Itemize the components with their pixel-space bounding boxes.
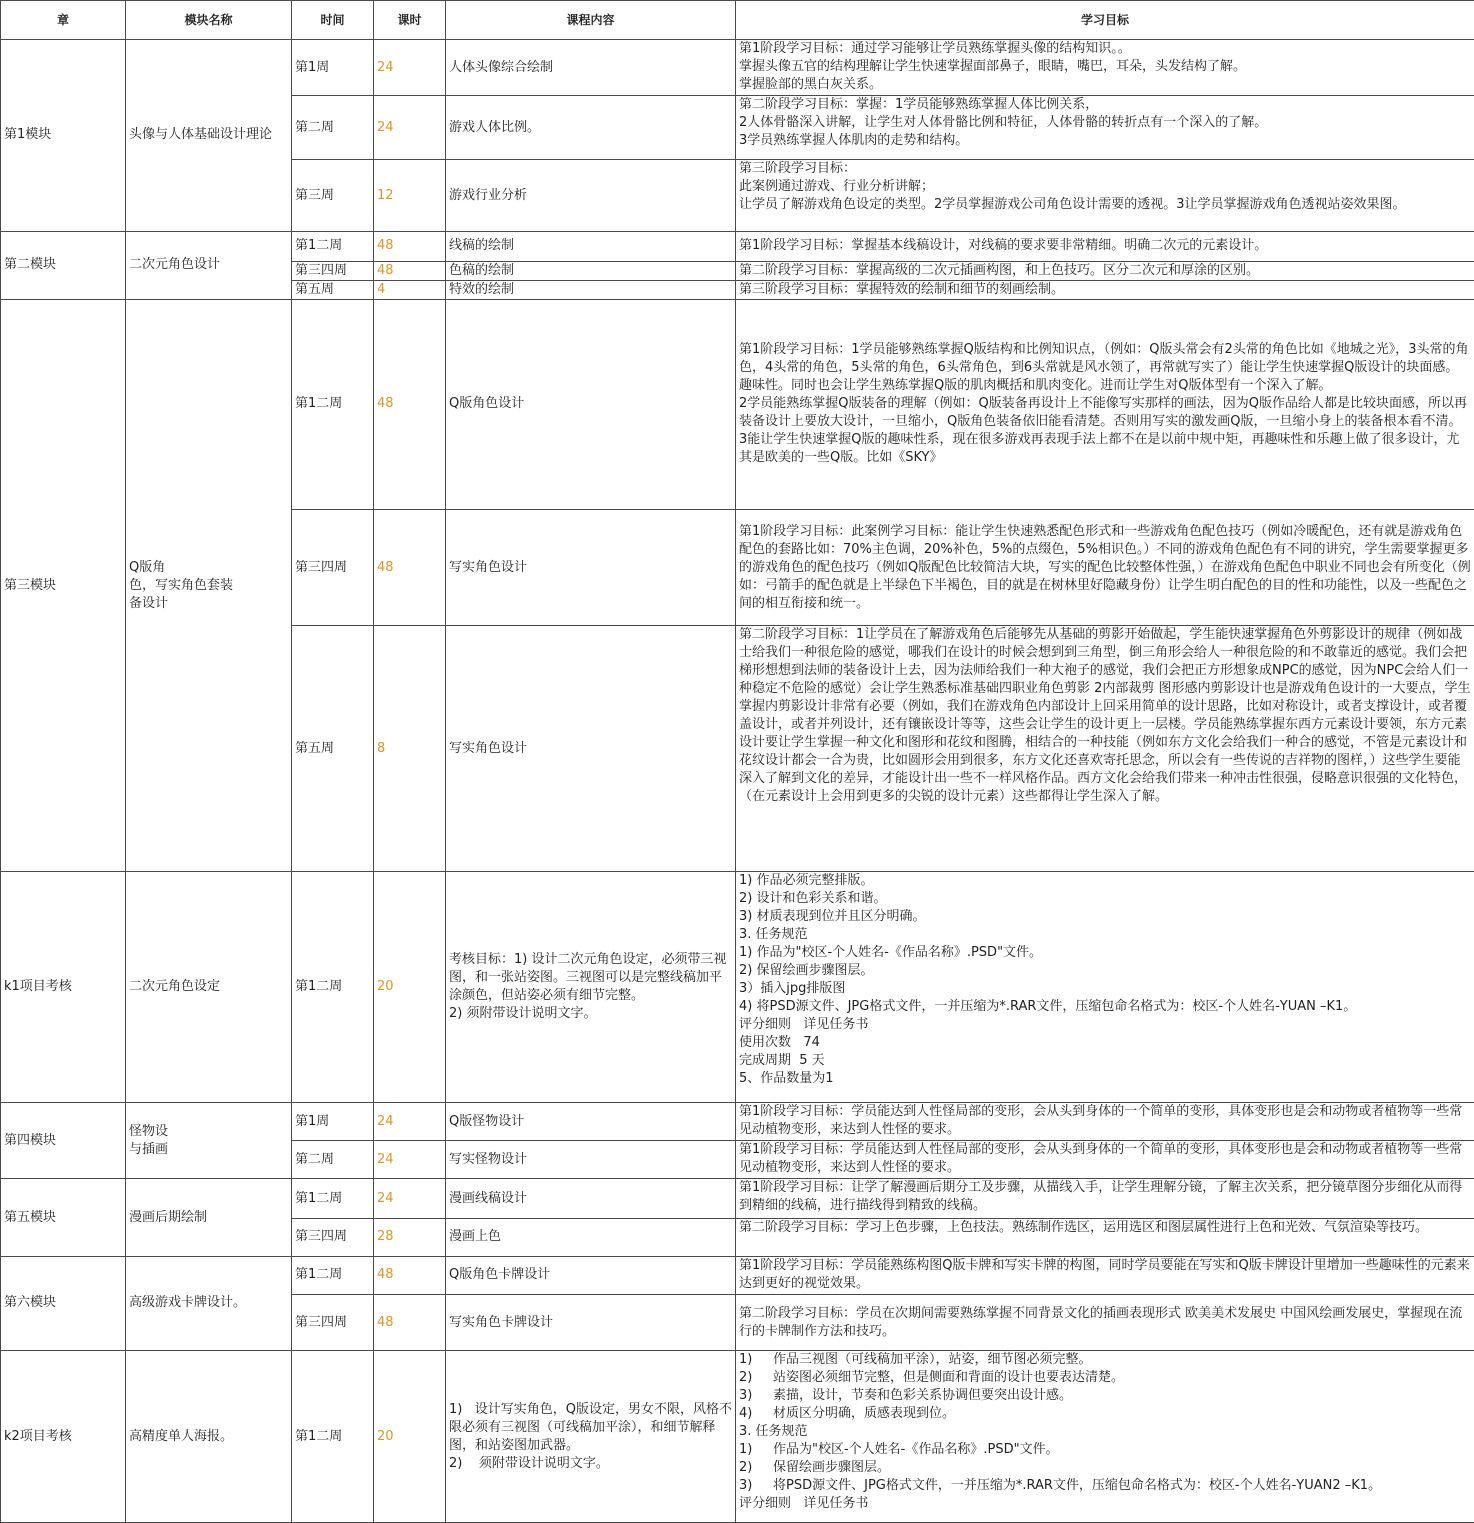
hours-cell: 12 xyxy=(374,160,446,231)
week-cell: 第五周 xyxy=(292,626,374,872)
hours-cell: 48 xyxy=(374,1294,446,1350)
week-cell: 第1二周 xyxy=(292,1256,374,1294)
header-chapter: 章 xyxy=(1,1,126,40)
learning-goal-cell: 第三阶段学习目标：掌握特效的绘制和细节的刻画绘制。 xyxy=(736,280,1474,299)
week-cell: 第1二周 xyxy=(292,1351,374,1523)
hours-cell: 28 xyxy=(374,1218,446,1256)
week-cell: 第1周 xyxy=(292,40,374,96)
module-name-cell: 怪物设 与插画 xyxy=(126,1103,292,1179)
learning-goal-cell: 第1阶段学习目标：掌握基本线稿设计，对线稿的要求要非常精细。明确二次元的元素设计。 xyxy=(736,231,1474,261)
table-row xyxy=(1,1351,1474,1523)
hours-cell: 24 xyxy=(374,1141,446,1179)
learning-goal-cell: 第二阶段学习目标：1让学员在了解游戏角色后能够先从基础的剪影开始做起，学生能快速掌握角色外剪影设计的规律（例如战士给我们一种很危险的感觉，哪我们在设计的时候会想到到三角型，倒三角形会给人一种很危险的和不敢靠近的感觉。我们会把梯形想想到法师的装备设计上去，因为法师给我们一种大袍子的感觉，我们会把正方形想象成NPC的感觉，因为NPC会给人们一种稳定不危险的感觉）会让学生熟悉标准基础四职业角色剪影 2内部裁剪 图形感内剪影设计也是游戏角色设计的一大要点，学生掌握内剪影设计非常有必要（例如，我们在游戏角色内部设计上回采用简单的设计思路，比如对称设计，或者支撑设计，或者覆盖设计，或者并列设计，还有镶嵌设计等等，这些会让学生的设计更上一层楼。学员能熟练掌握东西方元素设计要领，东方元素设计要让学生掌握一种文化和图形和花纹和图腾，相结合的一种技能（例如东方文化会给我们一种合的感觉，不管是元素设计和花纹设计都会一合为贵，比如圆形会用到很多，东方文化还喜欢寄托思念，所以会有一些传说的吉祥物的图样，）这些学生要能深入了解到文化的差异，才能设计出一些不一样风格作品。西方文化会给我们带来一种冲击性很强，侵略意识很强的文化特色，（在元素设计上会用到更多的尖锐的设计元素）这些都得让学生深入了解。 xyxy=(736,626,1474,872)
table-row xyxy=(1,40,1474,96)
learning-goal-cell: 第1阶段学习目标：学员能熟练构图Q版卡牌和写实卡牌的构图，同时学员要能在写实和Q版卡牌设计里增加一些趣味性的元素来达到更好的视觉效果。 xyxy=(736,1256,1474,1294)
hours-cell: 24 xyxy=(374,40,446,96)
table-row xyxy=(1,1256,1474,1294)
learning-goal-cell: 第1阶段学习目标：学员能达到人性怪局部的变形，会从头到身体的一个简单的变形，具体变形也是会和动物或者植物等一些常见动植物变形，来达到人性怪的要求。 xyxy=(736,1103,1474,1141)
week-cell: 第1二周 xyxy=(292,872,374,1103)
hours-cell: 20 xyxy=(374,872,446,1103)
learning-goal-cell: 第1阶段学习目标：1学员能够熟练掌握Q版结构和比例知识点，（例如：Q版头常会有2头常的角色比如《地城之光》，3头常的角色，4头常的角色，5头常的角色，6头常角色，到6头常就是风水领了，再常就写实了）能让学生快速掌握Q版设计的块面感。趣味性。同时也会让学生熟练掌握Q版的肌肉概括和肌肉变化。进而让学生对Q版体型有一个深入了解。 2学员能熟练掌握Q版装备的理解（例如：Q版装备再设计上不能像写实那样的画法，因为Q版作品给人都是比较块面感，所以再装备设计上要放大设计，一旦缩小，Q版角色装备依旧能看清楚。否则用写实的激发画Q版，一旦缩小身上的装备根本看不清。 3能让学生快速掌握Q版的趣味性系，现在很多游戏再表现手法上都不在是以前中规中矩，再趣味性和乐趣上做了很多设计，尤其是欧美的一些Q版。比如《SKY》 xyxy=(736,299,1474,509)
hours-cell: 4 xyxy=(374,280,446,299)
course-content-cell: Q版怪物设计 xyxy=(446,1103,736,1141)
table-row xyxy=(1,1103,1474,1141)
week-cell: 第五周 xyxy=(292,280,374,299)
module-name-cell: 二次元角色设定 xyxy=(126,872,292,1103)
learning-goal-cell: 第1阶段学习目标：让学了解漫画后期分工及步骤，从描线入手，让学生理解分镜，了解主次关系，把分镜草图分步细化从而得到精细的线稿，进行描线得到精致的线稿。 xyxy=(736,1179,1474,1218)
week-cell: 第三四周 xyxy=(292,1294,374,1350)
week-cell: 第1二周 xyxy=(292,299,374,509)
chapter-cell: 第三模块 xyxy=(1,299,126,871)
hours-cell: 48 xyxy=(374,1256,446,1294)
chapter-cell: k1项目考核 xyxy=(1,872,126,1103)
module-name-cell: 高级游戏卡牌设计。 xyxy=(126,1256,292,1350)
chapter-cell: 第二模块 xyxy=(1,231,126,299)
header-learning-goal: 学习目标 xyxy=(736,1,1474,40)
module-name-cell: 二次元角色设计 xyxy=(126,231,292,299)
learning-goal-cell: 第1阶段学习目标：通过学习能够让学员熟练掌握头像的结构知识。。 掌握头像五官的结构理解让学生快速掌握面部鼻子，眼睛，嘴巴，耳朵，头发结构了解。 掌握脸部的黑白灰关系。 xyxy=(736,40,1474,96)
week-cell: 第三四周 xyxy=(292,261,374,280)
hours-cell: 48 xyxy=(374,261,446,280)
course-content-cell: 考核目标：1) 设计二次元角色设定，必须带三视图，和一张站姿图。三视图可以是完整线稿加平涂颜色，但站姿必须有细节完整。 2) 须附带设计说明文字。 xyxy=(446,872,736,1103)
week-cell: 第二周 xyxy=(292,1141,374,1179)
course-content-cell: Q版角色卡牌设计 xyxy=(446,1256,736,1294)
chapter-cell: k2项目考核 xyxy=(1,1351,126,1523)
course-content-cell: 漫画线稿设计 xyxy=(446,1179,736,1218)
table-row xyxy=(1,1179,1474,1218)
header-hours: 课时 xyxy=(374,1,446,40)
chapter-cell: 第四模块 xyxy=(1,1103,126,1179)
chapter-cell: 第五模块 xyxy=(1,1179,126,1256)
learning-goal-cell: 第1阶段学习目标：此案例学习目标：能让学生快速熟悉配色形式和一些游戏角色配色技巧（例如冷暖配色，还有就是游戏角色配色的套路比如：70%主色调，20%补色，5%的点缀色，5%相识色。）不同的游戏角色配色有不同的讲究，学生需要掌握更多的游戏角色的配色技巧（例如Q版配色比较简洁大块，写实的配色比较整体性强，）在游戏角色配色中职业不同也会有所变化（例如：弓箭手的配色就是上半绿色下半褐色，目的就是在树林里好隐藏身份）让学生明白配色的目的性和功能性，以及一些配色之间的相互衔接和统一。 xyxy=(736,509,1474,625)
hours-cell: 24 xyxy=(374,1179,446,1218)
learning-goal-cell: 第二阶段学习目标：掌握高级的二次元插画构图，和上色技巧。区分二次元和厚涂的区别。 xyxy=(736,261,1474,280)
course-content-cell: 漫画上色 xyxy=(446,1218,736,1256)
learning-goal-cell: 第1阶段学习目标：学员能达到人性怪局部的变形，会从头到身体的一个简单的变形，具体变形也是会和动物或者植物等一些常见动植物变形，来达到人性怪的要求。 xyxy=(736,1141,1474,1179)
learning-goal-cell: 第二阶段学习目标：学习上色步骤，上色技法。熟练制作选区，运用选区和图层属性进行上色和光效、气氛渲染等技巧。 xyxy=(736,1218,1474,1256)
learning-goal-cell: 第二阶段学习目标：掌握：1学员能够熟练掌握人体比例关系， 2人体骨骼深入讲解，让学生对人体骨骼比例和特征，人体骨骼的转折点有一个深入的了解。 3学员熟练掌握人体肌肉的走势和结构。 xyxy=(736,96,1474,160)
header-module-name: 模块名称 xyxy=(126,1,292,40)
course-content-cell: 写实角色卡牌设计 xyxy=(446,1294,736,1350)
chapter-cell: 第六模块 xyxy=(1,1256,126,1350)
hours-cell: 24 xyxy=(374,96,446,160)
week-cell: 第1二周 xyxy=(292,231,374,261)
learning-goal-cell: 第二阶段学习目标：学员在次期间需要熟练掌握不同背景文化的插画表现形式 欧美美术发展史 中国风绘画发展史，掌握现在流行的卡牌制作方法和技巧。 xyxy=(736,1294,1474,1350)
hours-cell: 48 xyxy=(374,299,446,509)
table-row xyxy=(1,231,1474,261)
learning-goal-cell: 1) 作品三视图（可线稿加平涂），站姿，细节图必须完整。 2) 站姿图必须细节完整，但是侧面和背面的设计也要表达清楚。 3) 素描，设计，节奏和色彩关系协调但要突出设计感。 4) 材质区分明确，质感表现到位。 3. 任务规范 1) 作品为"校区-个人姓名-《作品名称》.PSD"文件。 2) 保留绘画步骤图层。 3) 将PSD源文件、JPG格式文件，一并压缩为*.RAR文件，压缩包命名格式为：校区-个人姓名-YUAN2 –K1。 评分细则 详见任务书 xyxy=(736,1351,1474,1523)
hours-cell: 48 xyxy=(374,231,446,261)
table-row xyxy=(1,299,1474,509)
header-course-content: 课程内容 xyxy=(446,1,736,40)
course-content-cell: 线稿的绘制 xyxy=(446,231,736,261)
table-row xyxy=(1,872,1474,1103)
learning-goal-cell: 第三阶段学习目标： 此案例通过游戏、行业分析讲解； 让学员了解游戏角色设定的类型。2学员掌握游戏公司角色设计需要的透视。3让学员掌握游戏角色透视站姿效果图。 xyxy=(736,160,1474,231)
table-body xyxy=(1,40,1474,1523)
week-cell: 第1周 xyxy=(292,1103,374,1141)
course-content-cell: Q版角色设计 xyxy=(446,299,736,509)
course-content-cell: 人体头像综合绘制 xyxy=(446,40,736,96)
week-cell: 第三四周 xyxy=(292,509,374,625)
header-time: 时间 xyxy=(292,1,374,40)
learning-goal-cell: 1) 作品必须完整排版。 2) 设计和色彩关系和谐。 3) 材质表现到位并且区分明确。 3. 任务规范 1) 作品为"校区-个人姓名-《作品名称》.PSD"文件。 2) 保留绘画步骤图层。 3）插入jpg排版图 4) 将PSD源文件、JPG格式文件，一并压缩为*.RAR文件，压缩包命名格式为：校区-个人姓名-YUAN –K1。 评分细则 详见任务书 使用次数 74 完成周期 5 天 5、作品数量为1 xyxy=(736,872,1474,1103)
course-content-cell: 游戏行业分析 xyxy=(446,160,736,231)
week-cell: 第1二周 xyxy=(292,1179,374,1218)
hours-cell: 24 xyxy=(374,1103,446,1141)
course-content-cell: 写实角色设计 xyxy=(446,509,736,625)
module-name-cell: Q版角 色，写实角色套装 备设计 xyxy=(126,299,292,871)
course-content-cell: 游戏人体比例。 xyxy=(446,96,736,160)
week-cell: 第二周 xyxy=(292,96,374,160)
hours-cell: 48 xyxy=(374,509,446,625)
course-content-cell: 特效的绘制 xyxy=(446,280,736,299)
course-content-cell: 写实怪物设计 xyxy=(446,1141,736,1179)
week-cell: 第三周 xyxy=(292,160,374,231)
course-content-cell: 色稿的绘制 xyxy=(446,261,736,280)
module-name-cell: 头像与人体基础设计理论 xyxy=(126,40,292,232)
course-content-cell: 写实角色设计 xyxy=(446,626,736,872)
chapter-cell: 第1模块 xyxy=(1,40,126,232)
hours-cell: 20 xyxy=(374,1351,446,1523)
module-name-cell: 高精度单人海报。 xyxy=(126,1351,292,1523)
header-row xyxy=(1,1,1474,40)
module-name-cell: 漫画后期绘制 xyxy=(126,1179,292,1256)
hours-cell: 8 xyxy=(374,626,446,872)
course-content-cell: 1) 设计写实角色，Q版设定，男女不限，风格不限必须有三视图（可线稿加平涂），和细节解释图，和站姿图加武器。 2) 须附带设计说明文字。 xyxy=(446,1351,736,1523)
week-cell: 第三四周 xyxy=(292,1218,374,1256)
